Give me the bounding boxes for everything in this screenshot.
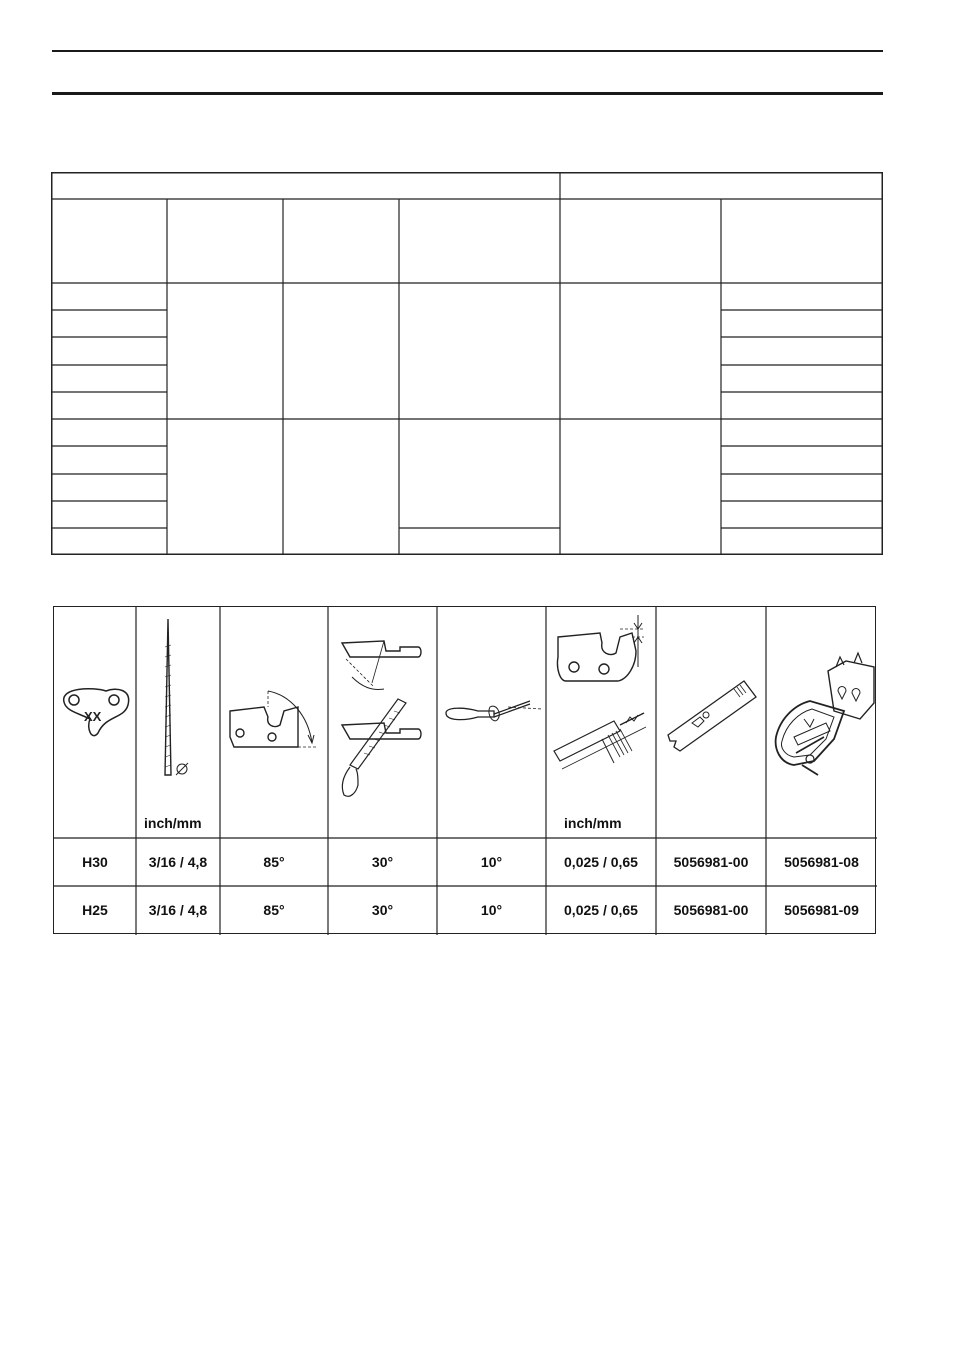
file-holder-part-cell: 5056981-09 [784, 902, 859, 918]
chain-id-icon [64, 689, 129, 736]
guide-angle-cell: 10° [480, 854, 503, 870]
top-plate-angle-cell: 85° [263, 854, 285, 870]
depth-gauge-unit: inch/mm [564, 815, 622, 831]
file-guide-angle-icon [446, 701, 542, 721]
file-diameter-unit: inch/mm [144, 815, 202, 831]
depth-gauge-icon [554, 615, 646, 769]
depth-gauge-cell: 0,025 / 0,65 [564, 902, 638, 918]
top-plate-angle-cell: 85° [263, 902, 285, 918]
cutting-angle-icon [342, 641, 421, 796]
cutting-angle-cell: 30° [371, 902, 394, 918]
filing-gauge-part-cell: 5056981-00 [673, 854, 749, 870]
svg-text:XX: XX [84, 709, 102, 724]
sharpening-spec-table [53, 606, 876, 934]
file-holder-part-cell: 5056981-08 [784, 854, 859, 870]
file-size-cell: 3/16 / 4,8 [148, 854, 208, 870]
chain-model-cell: H30 [82, 854, 108, 870]
filing-gauge-part-cell: 5056981-00 [673, 902, 749, 918]
filing-angle-icon [230, 691, 316, 747]
bar-chain-table [51, 172, 883, 555]
round-file-icon [165, 619, 188, 775]
cutting-angle-cell: 30° [371, 854, 394, 870]
filing-gauge-icon [668, 681, 756, 751]
guide-angle-cell: 10° [480, 902, 503, 918]
chain-model-cell: H25 [82, 902, 108, 918]
header-rule [52, 92, 883, 95]
file-size-cell: 3/16 / 4,8 [148, 902, 208, 918]
depth-gauge-cell: 0,025 / 0,65 [564, 854, 638, 870]
top-rule [52, 50, 883, 52]
file-holder-icon [776, 653, 874, 775]
